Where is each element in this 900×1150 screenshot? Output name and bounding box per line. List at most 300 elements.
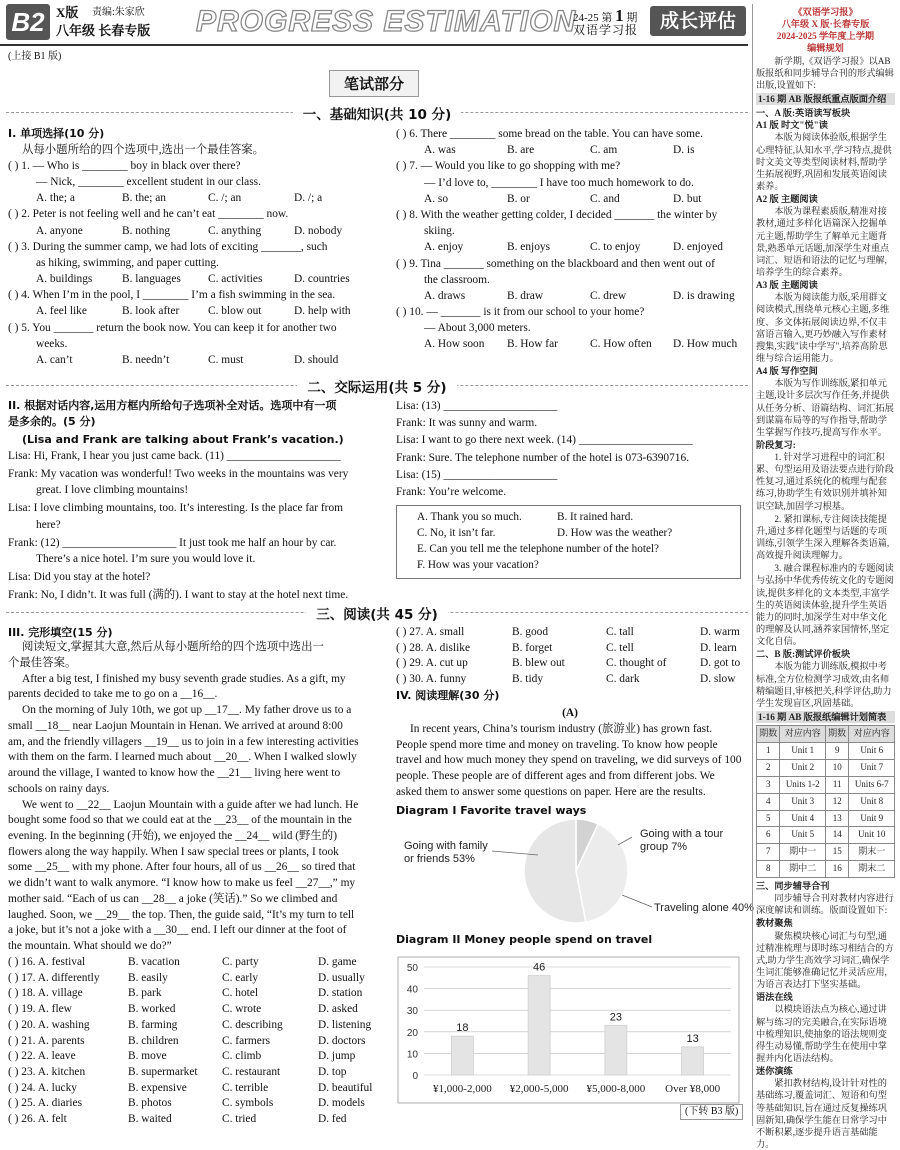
- option: B. park: [128, 987, 162, 1000]
- q5-stem: ( ) 5. You _______ return the book now. You can keep it for another two: [8, 321, 337, 334]
- option: B. forget: [512, 641, 553, 654]
- bar-value-label: 18: [456, 1022, 469, 1035]
- cloze-option-row: [8, 1112, 384, 1128]
- sidebar-a-heading: 一、A 版:英语读写板块: [756, 108, 851, 119]
- table-cell: Unit 7: [849, 759, 895, 776]
- table-cell: Unit 8: [849, 793, 895, 810]
- option: D. got to: [700, 657, 741, 670]
- option: D. learn: [700, 641, 737, 654]
- pie-label: group 7%: [640, 841, 688, 853]
- dialog-line: great. I love climbing mountains!: [36, 484, 189, 497]
- table-cell: 期末一: [849, 844, 895, 861]
- table-row: [757, 861, 895, 878]
- option: C. blow out: [208, 305, 262, 318]
- sidebar-c1: 教材聚焦: [756, 918, 793, 929]
- grade-label: 八年级 长春专版: [56, 23, 151, 38]
- q3-options: [8, 271, 384, 287]
- part2-title-b: 是多余的。(5 分): [8, 414, 96, 428]
- part3-intro-b: 个最佳答案。: [8, 656, 77, 669]
- part1-right: [396, 126, 744, 353]
- cloze-option-row: [396, 672, 744, 688]
- option: B. supermarket: [128, 1066, 198, 1078]
- option: B. children: [128, 1034, 179, 1047]
- chart-frame: [398, 957, 739, 1103]
- table-cell: 2: [757, 759, 780, 776]
- passage-line: the mountain. What should we do?”: [8, 940, 172, 953]
- option: B. look after: [122, 305, 180, 318]
- table-header: 对应内容: [780, 726, 826, 743]
- cloze-option-row: [8, 1018, 384, 1034]
- table-cell: 15: [825, 844, 848, 861]
- option: C. must: [208, 354, 244, 367]
- option: D. top: [318, 1066, 347, 1078]
- option: A. Thank you so much.: [417, 511, 522, 523]
- option: D. is drawing: [673, 289, 735, 302]
- option: ( ) 18. A. village: [8, 987, 83, 1000]
- cloze-lines: [8, 672, 384, 955]
- passage-line: some __25__ with my phone. After four hours, all of us __26__ so tired that: [8, 861, 356, 874]
- q9-stem-b: the classroom.: [424, 273, 490, 286]
- option: D. enjoyed: [673, 241, 723, 254]
- table-cell: 4: [757, 793, 780, 810]
- sidebar-c2-text: 以模块语法点为核心,通过讲解与练习的完美融合,在实际语境中梳理知识,使抽象的语法规则变得生动易懂,帮助学生在使用中掌握并内化语法结构。: [756, 1004, 887, 1063]
- option: ( ) 23. A. kitchen: [8, 1066, 86, 1078]
- table-row: [757, 759, 895, 776]
- passage-line: laughed. Soon, we __29__ the top. Then, the guide said, “It’s my turn to tell: [8, 908, 355, 921]
- option: ( ) 22. A. leave: [8, 1050, 76, 1063]
- q9-options: [396, 288, 744, 304]
- part3-heading-text: 三、阅读(共 45 分): [306, 607, 448, 623]
- passage-line: travel and how much money they spend on traveling, we did surveys of 100: [396, 754, 742, 767]
- option: B. expensive: [128, 1081, 187, 1094]
- sidebar-b-heading: 二、B 版:测试评价板块: [756, 649, 851, 660]
- table-cell: Unit 9: [849, 810, 895, 827]
- sidebar-c1-text: 聚焦模块核心词汇与句型,通过精准梳理与即时练习相结合的方式,助力学生高效学习词汇,确保学生词汇能够准确记忆并灵活应用,为语言表达打下坚实基础。: [756, 930, 894, 990]
- dialog-options-box: [396, 505, 741, 579]
- option: ( ) 17. A. differently: [8, 971, 100, 984]
- option: B. or: [507, 192, 530, 205]
- cloze-option-row: [8, 1081, 384, 1097]
- sidebar-c3: 迷你演练: [756, 1066, 793, 1077]
- option: ( ) 21. A. parents: [8, 1034, 85, 1047]
- option: D. warm: [700, 626, 740, 638]
- option: D. game: [318, 955, 357, 968]
- option: B. draw: [507, 289, 544, 302]
- part1-left: [8, 126, 384, 368]
- sidebar-c-heading: 三、同步辅导合刊: [756, 881, 830, 892]
- section-title-text: 笔试部分: [329, 70, 419, 97]
- bar-chart: [396, 955, 741, 1105]
- q7-stem: ( ) 7. — Would you like to go shopping with me?: [396, 160, 621, 173]
- dialog-line: Frank: My vacation was wonderful! Two weeks in the mountains was very: [8, 468, 349, 481]
- bar: [451, 1036, 473, 1075]
- q3-stem-b: as hiking, swimming, and paper cutting.: [36, 256, 219, 269]
- option: D. listening: [318, 1018, 372, 1031]
- option: D. help with: [294, 305, 351, 318]
- option: C. terrible: [222, 1081, 269, 1094]
- table-cell: 12: [825, 793, 848, 810]
- option: ( ) 19. A. flew: [8, 1003, 72, 1016]
- part1-title: I. 单项选择(10 分): [8, 127, 105, 140]
- dialog-line: Lisa: (15) ____________________: [396, 468, 558, 481]
- sidebar-a4-text: 本版为写作训练版,紧扣单元主题,设计多层次写作任务,并提供从任务分析、语篇结构、词汇拓展到谋篇布局等的写作指导,帮助学生掌握写作技巧,提高写作水平。: [756, 378, 894, 437]
- option: D. is: [673, 144, 695, 157]
- part2-heading-text: 二、交际运用(共 5 分): [297, 380, 456, 396]
- pie-leader-line: [618, 837, 632, 845]
- option: ( ) 16. A. festival: [8, 955, 86, 968]
- option: B. the; an: [122, 192, 166, 205]
- part3-title: III. 完形填空(15 分): [8, 626, 113, 639]
- q8-options: [396, 239, 744, 255]
- option: ( ) 29. A. cut up: [396, 657, 468, 670]
- schedule-body: [757, 743, 895, 878]
- option: F. How was your vacation?: [417, 558, 539, 571]
- sidebar-stage: 阶段复习:: [756, 439, 796, 450]
- option: A. anyone: [36, 224, 83, 237]
- table-cell: 6: [757, 827, 780, 844]
- passage-line: mother said. “Each of us can __28__ a joke (笑话).” So we climbed and: [8, 892, 338, 905]
- option: C. hotel: [222, 987, 259, 1000]
- editorial-sidebar: [752, 4, 898, 1149]
- option: C. /; an: [208, 192, 242, 205]
- cloze-option-row: [8, 955, 384, 971]
- sidebar-a1: A1 版 时文"悦"读: [756, 120, 828, 131]
- pie-chart: [396, 815, 754, 925]
- option: C. activities: [208, 273, 263, 286]
- option: ( ) 25. A. diaries: [8, 1097, 83, 1110]
- q4-stem: ( ) 4. When I’m in the pool, I ________ I’m a fish swimming in the sea.: [8, 289, 336, 302]
- q1-stem-b: — Nick, ________ excellent student in our class.: [36, 175, 261, 188]
- option: D. asked: [318, 1003, 358, 1016]
- dialog-line: Lisa: (13) ____________________: [396, 400, 558, 412]
- table-row: [757, 776, 895, 793]
- option: C. restaurant: [222, 1066, 281, 1078]
- option: C. climb: [222, 1050, 262, 1063]
- table-cell: 11: [825, 776, 848, 793]
- q5-stem-b: weeks.: [36, 337, 68, 350]
- table-cell: 期中一: [780, 844, 826, 861]
- q7-stem-b: — I’d love to, ________ I have too much homework to do.: [424, 176, 694, 189]
- sidebar-a3: A3 版 主题阅读: [756, 280, 818, 291]
- option: A. so: [424, 192, 449, 205]
- option: B. photos: [128, 1097, 172, 1110]
- dialog-line: Frank: You’re welcome.: [396, 485, 507, 498]
- option: A. draws: [424, 289, 466, 302]
- option: D. jump: [318, 1050, 356, 1063]
- reading-passage: [396, 722, 744, 801]
- edition-label: X版: [56, 5, 79, 20]
- dialog-line: Frank: Sure. The telephone number of the hotel is 073-6390716.: [396, 451, 690, 464]
- y-tick-label: 40: [406, 984, 418, 996]
- part2-left: [8, 398, 384, 604]
- cloze-option-row: [8, 1049, 384, 1065]
- sidebar-title-4: 编辑规划: [807, 43, 844, 54]
- q6-stem: ( ) 6. There ________ some bread on the table. You can have some.: [396, 128, 703, 140]
- option: A. feel like: [36, 305, 87, 318]
- option: D. How much: [673, 338, 738, 351]
- option: D. /; a: [294, 192, 323, 205]
- pie-label: or friends 53%: [404, 853, 475, 865]
- passage-line: People spend more time and money on traveling. To know how people: [396, 738, 718, 751]
- x-tick-label: Over ¥8,000: [665, 1083, 721, 1095]
- sidebar-stage-3: 3. 融合课程标准内的专题阅读与弘扬中华优秀传统文化的专题阅读,提供多样化的文本类型,丰富学生的英语阅读体验,提升学生英语能力的同时,加深学生对中华文化的理解及认同,涵养家国情怀,坚定文化自信。: [756, 563, 894, 647]
- sidebar-a2: A2 版 主题阅读: [756, 194, 818, 205]
- option: A. was: [424, 144, 456, 157]
- dialog-line: here?: [36, 518, 61, 531]
- y-tick-label: 20: [406, 1027, 418, 1039]
- option: C. farmers: [222, 1034, 271, 1047]
- cloze-option-row: [8, 1002, 384, 1018]
- q10-options: [396, 336, 744, 352]
- part2-title: II. 根据对话内容,运用方框内所给句子选项补全对话。选项中有一项: [8, 399, 337, 412]
- option: D. but: [673, 192, 702, 205]
- option: C. tried: [222, 1113, 257, 1126]
- sidebar-b-text: 本版为能力训练版,模拟中考标准,全方位检测学习成效,由名师精编题目,审核把关,科学评估,助力学生发现盲区,巩固基础。: [756, 661, 892, 708]
- sidebar-bar-1: 1-16 期 AB 版报纸重点版面介绍: [756, 93, 895, 105]
- cloze-options-right: [396, 625, 744, 688]
- q1-options: [8, 190, 384, 206]
- sidebar-title-2: 八年级 X 版·长春专版: [781, 19, 870, 30]
- option: ( ) 26. A. felt: [8, 1113, 67, 1126]
- cloze-option-row: [396, 625, 744, 641]
- option: B. needn’t: [122, 354, 170, 367]
- q3-stem: ( ) 3. During the summer camp, we had lots of exciting _______, such: [8, 240, 328, 253]
- option: ( ) 20. A. washing: [8, 1018, 90, 1031]
- passage-line: a joke, but it’s not a joke with a __30__ end. I left our dinner at the foot of: [8, 924, 347, 937]
- table-cell: Unit 2: [780, 759, 826, 776]
- sidebar-a1-text: 本版为阅读体验版,根据学生心理特征,认知水平,学习特点,提供时文美文等类型阅读材料,帮助学生拓展视野,巩固和发展英语阅读素养。: [756, 132, 892, 191]
- q5-options: [8, 352, 384, 368]
- table-cell: Units 1-2: [780, 776, 826, 793]
- option: B. enjoys: [507, 241, 551, 254]
- passage-line: am, and the friendly villagers __19__ us to join in a few interesting activities: [8, 735, 359, 748]
- option: E. Can you tell me the telephone number of the hotel?: [417, 542, 660, 555]
- option: C. symbols: [222, 1097, 274, 1110]
- editor-label: 责编:朱家欣: [92, 7, 145, 18]
- q2-stem: ( ) 2. Peter is not feeling well and he can’t eat ________ now.: [8, 208, 289, 221]
- paper-name: 双语学习报: [573, 23, 639, 37]
- option: C. dark: [606, 673, 640, 686]
- bar-value-label: 46: [533, 961, 546, 974]
- pie-label: Traveling alone 40%: [654, 902, 754, 914]
- option: D. countries: [294, 273, 350, 286]
- option: C. early: [222, 971, 259, 984]
- bar: [605, 1025, 627, 1075]
- part2-right: [396, 398, 744, 500]
- y-tick-label: 30: [406, 1006, 418, 1018]
- cloze-option-row: [396, 641, 744, 657]
- option: ( ) 24. A. lucky: [8, 1081, 77, 1094]
- table-cell: 3: [757, 776, 780, 793]
- option: D. models: [318, 1097, 365, 1110]
- option: D. usually: [318, 971, 365, 984]
- option: B. blew out: [512, 657, 565, 670]
- option: B. vacation: [128, 955, 180, 968]
- option: B. move: [128, 1050, 167, 1063]
- cloze-option-row: [8, 986, 384, 1002]
- table-cell: 14: [825, 827, 848, 844]
- option: D. fed: [318, 1113, 347, 1126]
- x-tick-label: ¥2,000-5,000: [509, 1083, 569, 1095]
- sidebar-c3-text: 紧扣教材结构,设计针对性的基础练习,覆盖词汇、短语和句型等基础知识,旨在通过反复操练巩固新知,确保学生能在日常学习中不断积累,逐步提升语言基础能力。: [756, 1078, 887, 1149]
- option: A. the; a: [36, 192, 75, 205]
- cloze-option-row: [8, 1096, 384, 1112]
- passage-line: evening. In the beginning (开始), we enjoyed the __24__ wild (野生的): [8, 829, 337, 842]
- option: ( ) 28. A. dislike: [396, 641, 471, 654]
- cloze-option-row: [396, 656, 744, 672]
- option: C. thought of: [606, 657, 667, 670]
- table-header: 期数: [757, 726, 780, 743]
- dialog-scene: (Lisa and Frank are talking about Frank’s vacation.): [22, 433, 344, 447]
- dialog-line: Lisa: Did you stay at the hotel?: [8, 571, 151, 584]
- cloze-options-left: [8, 955, 384, 1128]
- table-cell: Unit 6: [849, 743, 895, 760]
- table-header: 对应内容: [849, 726, 895, 743]
- table-cell: Unit 5: [780, 827, 826, 844]
- y-tick-label: 10: [406, 1049, 418, 1061]
- passage-line: small __18__ near Laojun Mountain in Henan. We arrived at around 8:00: [8, 719, 343, 732]
- q2-options: [8, 223, 384, 239]
- bar: [528, 976, 550, 1075]
- y-tick-label: 50: [406, 963, 418, 974]
- passage-line: with them on the farm. I learned much about __20__. When I walked slowly: [8, 751, 357, 764]
- passage-line: We went to __22__ Laojun Mountain with a guide after we had lunch. He: [22, 798, 359, 811]
- option: B. are: [507, 144, 535, 157]
- cloze-option-row: [8, 971, 384, 987]
- passage-line: After a big test, I finished my busy seventh grade studies. As a gift, my: [22, 672, 346, 685]
- sidebar-title-1: 《双语学习报》: [793, 7, 858, 17]
- issue-num: 1: [615, 6, 624, 25]
- option: B. tidy: [512, 673, 544, 686]
- passage-line: parents decided to take me to go on a __16__.: [8, 688, 218, 701]
- q10-stem-b: — About 3,000 meters.: [424, 322, 531, 335]
- pie-label: Going with a tour: [640, 828, 724, 840]
- part3-intro: 阅读短文,掌握其大意,然后从每小题所给的四个选项中选出一: [22, 641, 324, 654]
- q8-stem-b: skiing.: [424, 225, 455, 238]
- x-tick-label: ¥1,000-2,000: [433, 1083, 492, 1095]
- bar: [682, 1047, 704, 1075]
- section-stamp: 成长评估: [650, 6, 746, 36]
- passage-letter: (A): [562, 707, 578, 720]
- option: B. easily: [128, 971, 168, 984]
- table-row: [757, 810, 895, 827]
- table-cell: 9: [825, 743, 848, 760]
- option: C. tall: [606, 626, 634, 638]
- option: B. worked: [128, 1003, 176, 1016]
- part1-heading-text: 一、基础知识(共 10 分): [293, 107, 462, 123]
- dialog-line: There’s a nice hotel. I’m sure you would love it.: [36, 552, 256, 565]
- diagram2-title: Diagram II Money people spend on travel: [396, 933, 653, 946]
- passage-line: we didn’t want to walk anymore. “I know how to make us feel __27__,” my: [8, 877, 356, 890]
- part1-intro: 从每小题所给的四个选项中,选出一个最佳答案。: [22, 143, 265, 156]
- option: C. and: [590, 192, 620, 205]
- option: D. How was the weather?: [557, 526, 673, 539]
- option: D. station: [318, 987, 363, 1000]
- option: C. drew: [590, 289, 627, 302]
- sidebar-c-text: 同步辅导合刊对教材内容进行深度解读和训练。版面设置如下:: [756, 893, 894, 916]
- table-cell: Unit 4: [780, 810, 826, 827]
- option: C. party: [222, 955, 259, 968]
- passage-line: schools on rainy days.: [8, 782, 110, 795]
- option: D. doctors: [318, 1034, 366, 1047]
- issue-prefix: 24-25 第: [573, 12, 613, 24]
- table-cell: 1: [757, 743, 780, 760]
- table-cell: 8: [757, 861, 780, 878]
- passage-line: asked them to answer some questions on paper. Here are the results.: [396, 785, 706, 798]
- passage-line: people. These people are of different ages and from different jobs. We: [396, 770, 715, 783]
- continued-to-tag: (下转 B3 版): [680, 1104, 743, 1120]
- passage-line: In recent years, China’s tourism industry (旅游业) has grown fast.: [410, 722, 713, 735]
- sidebar-a3-text: 本版为阅读能力版,采用群文阅读模式,围绕单元核心主题,多维度、多文体拓展阅读边界,不仅丰富语言输入,更巧妙融入写作素材搜集,实践"读中学写",培养高阶思维与综合运用能力。: [756, 292, 890, 363]
- y-tick-label: 0: [412, 1071, 418, 1082]
- q8-stem: ( ) 8. With the weather getting colder, I decided _______ the winter by: [396, 208, 718, 221]
- sidebar-stage-2: 2. 紧扣课标,专注阅读技能提升,通过多样化题型与话题的专项训练,引领学生深入理解各类语篇,高效提升阅读理解力。: [756, 513, 890, 561]
- sidebar-stage-1: 1. 针对学习进程中的词汇积累、句型运用及语法要点进行阶段性复习,通过系统化的梳理与配套练习,协助学生有效识别并填补知识空缺,加固学习根基。: [756, 452, 894, 511]
- option: B. good: [512, 626, 549, 638]
- table-header: 期数: [825, 726, 848, 743]
- option: D. slow: [700, 673, 736, 686]
- section-title: [0, 70, 748, 97]
- dialog-line: Frank: No, I didn’t. It was full (满的). I want to stay at the hotel next time.: [8, 589, 349, 602]
- page-badge: B2: [6, 4, 50, 40]
- sidebar-c2: 语法在线: [756, 992, 793, 1003]
- part3-right: [396, 625, 744, 818]
- table-row: [757, 793, 895, 810]
- option: B. languages: [122, 273, 181, 286]
- q10-stem: ( ) 10. — _______ is it from our school to your home?: [396, 306, 645, 319]
- option: C. am: [590, 144, 618, 157]
- sidebar-title-3: 2024-2025 学年度上学期: [776, 31, 875, 42]
- option: ( ) 30. A. funny: [396, 673, 467, 686]
- bar-value-label: 23: [609, 1011, 622, 1024]
- schedule-table: [756, 725, 895, 878]
- table-cell: Unit 10: [849, 827, 895, 844]
- option: A. buildings: [36, 273, 93, 286]
- table-cell: Unit 1: [780, 743, 826, 760]
- option: C. tell: [606, 641, 634, 654]
- option: C. to enjoy: [590, 241, 641, 254]
- table-cell: Units 6-7: [849, 776, 895, 793]
- q4-options: [8, 303, 384, 319]
- dialog-line: Lisa: Hi, Frank, I hear you just came back. (11) ____________________: [8, 449, 341, 462]
- pie-slice: [524, 819, 586, 923]
- cloze-passage: [8, 625, 384, 1128]
- header-rule: [0, 44, 748, 46]
- bar-value-label: 13: [686, 1032, 699, 1045]
- table-cell: 期中二: [780, 861, 826, 878]
- option: C. anything: [208, 224, 262, 237]
- option: A. enjoy: [424, 241, 464, 254]
- issue-suffix: 期: [626, 12, 638, 24]
- table-cell: 7: [757, 844, 780, 861]
- table-row: [757, 743, 895, 760]
- passage-line: around the village, I wanted to know how the __21__ living here went to: [8, 767, 341, 780]
- dialog-line: Lisa: I love climbing mountains, too. It’s interesting. Is the place far from: [8, 502, 343, 515]
- sidebar-a4: A4 版 写作空间: [756, 366, 818, 377]
- table-row: [757, 827, 895, 844]
- option: B. waited: [128, 1113, 172, 1126]
- banner-title: PROGRESS ESTIMATION: [196, 5, 577, 38]
- pie-leader-line: [622, 895, 652, 907]
- option: A. can’t: [36, 354, 73, 367]
- part4-title: IV. 阅读理解(30 分): [396, 688, 500, 702]
- table-cell: 16: [825, 861, 848, 878]
- option: C. wrote: [222, 1003, 262, 1016]
- continued-from-tag: (上接 B1 版): [8, 51, 62, 62]
- dialog-line: Frank: (12) ____________________ It just took me half an hour by car.: [8, 536, 337, 549]
- pie-label: Going with family: [404, 840, 488, 852]
- passage-line: On the morning of July 10th, we got up __17__. My father drove us to a: [22, 704, 352, 717]
